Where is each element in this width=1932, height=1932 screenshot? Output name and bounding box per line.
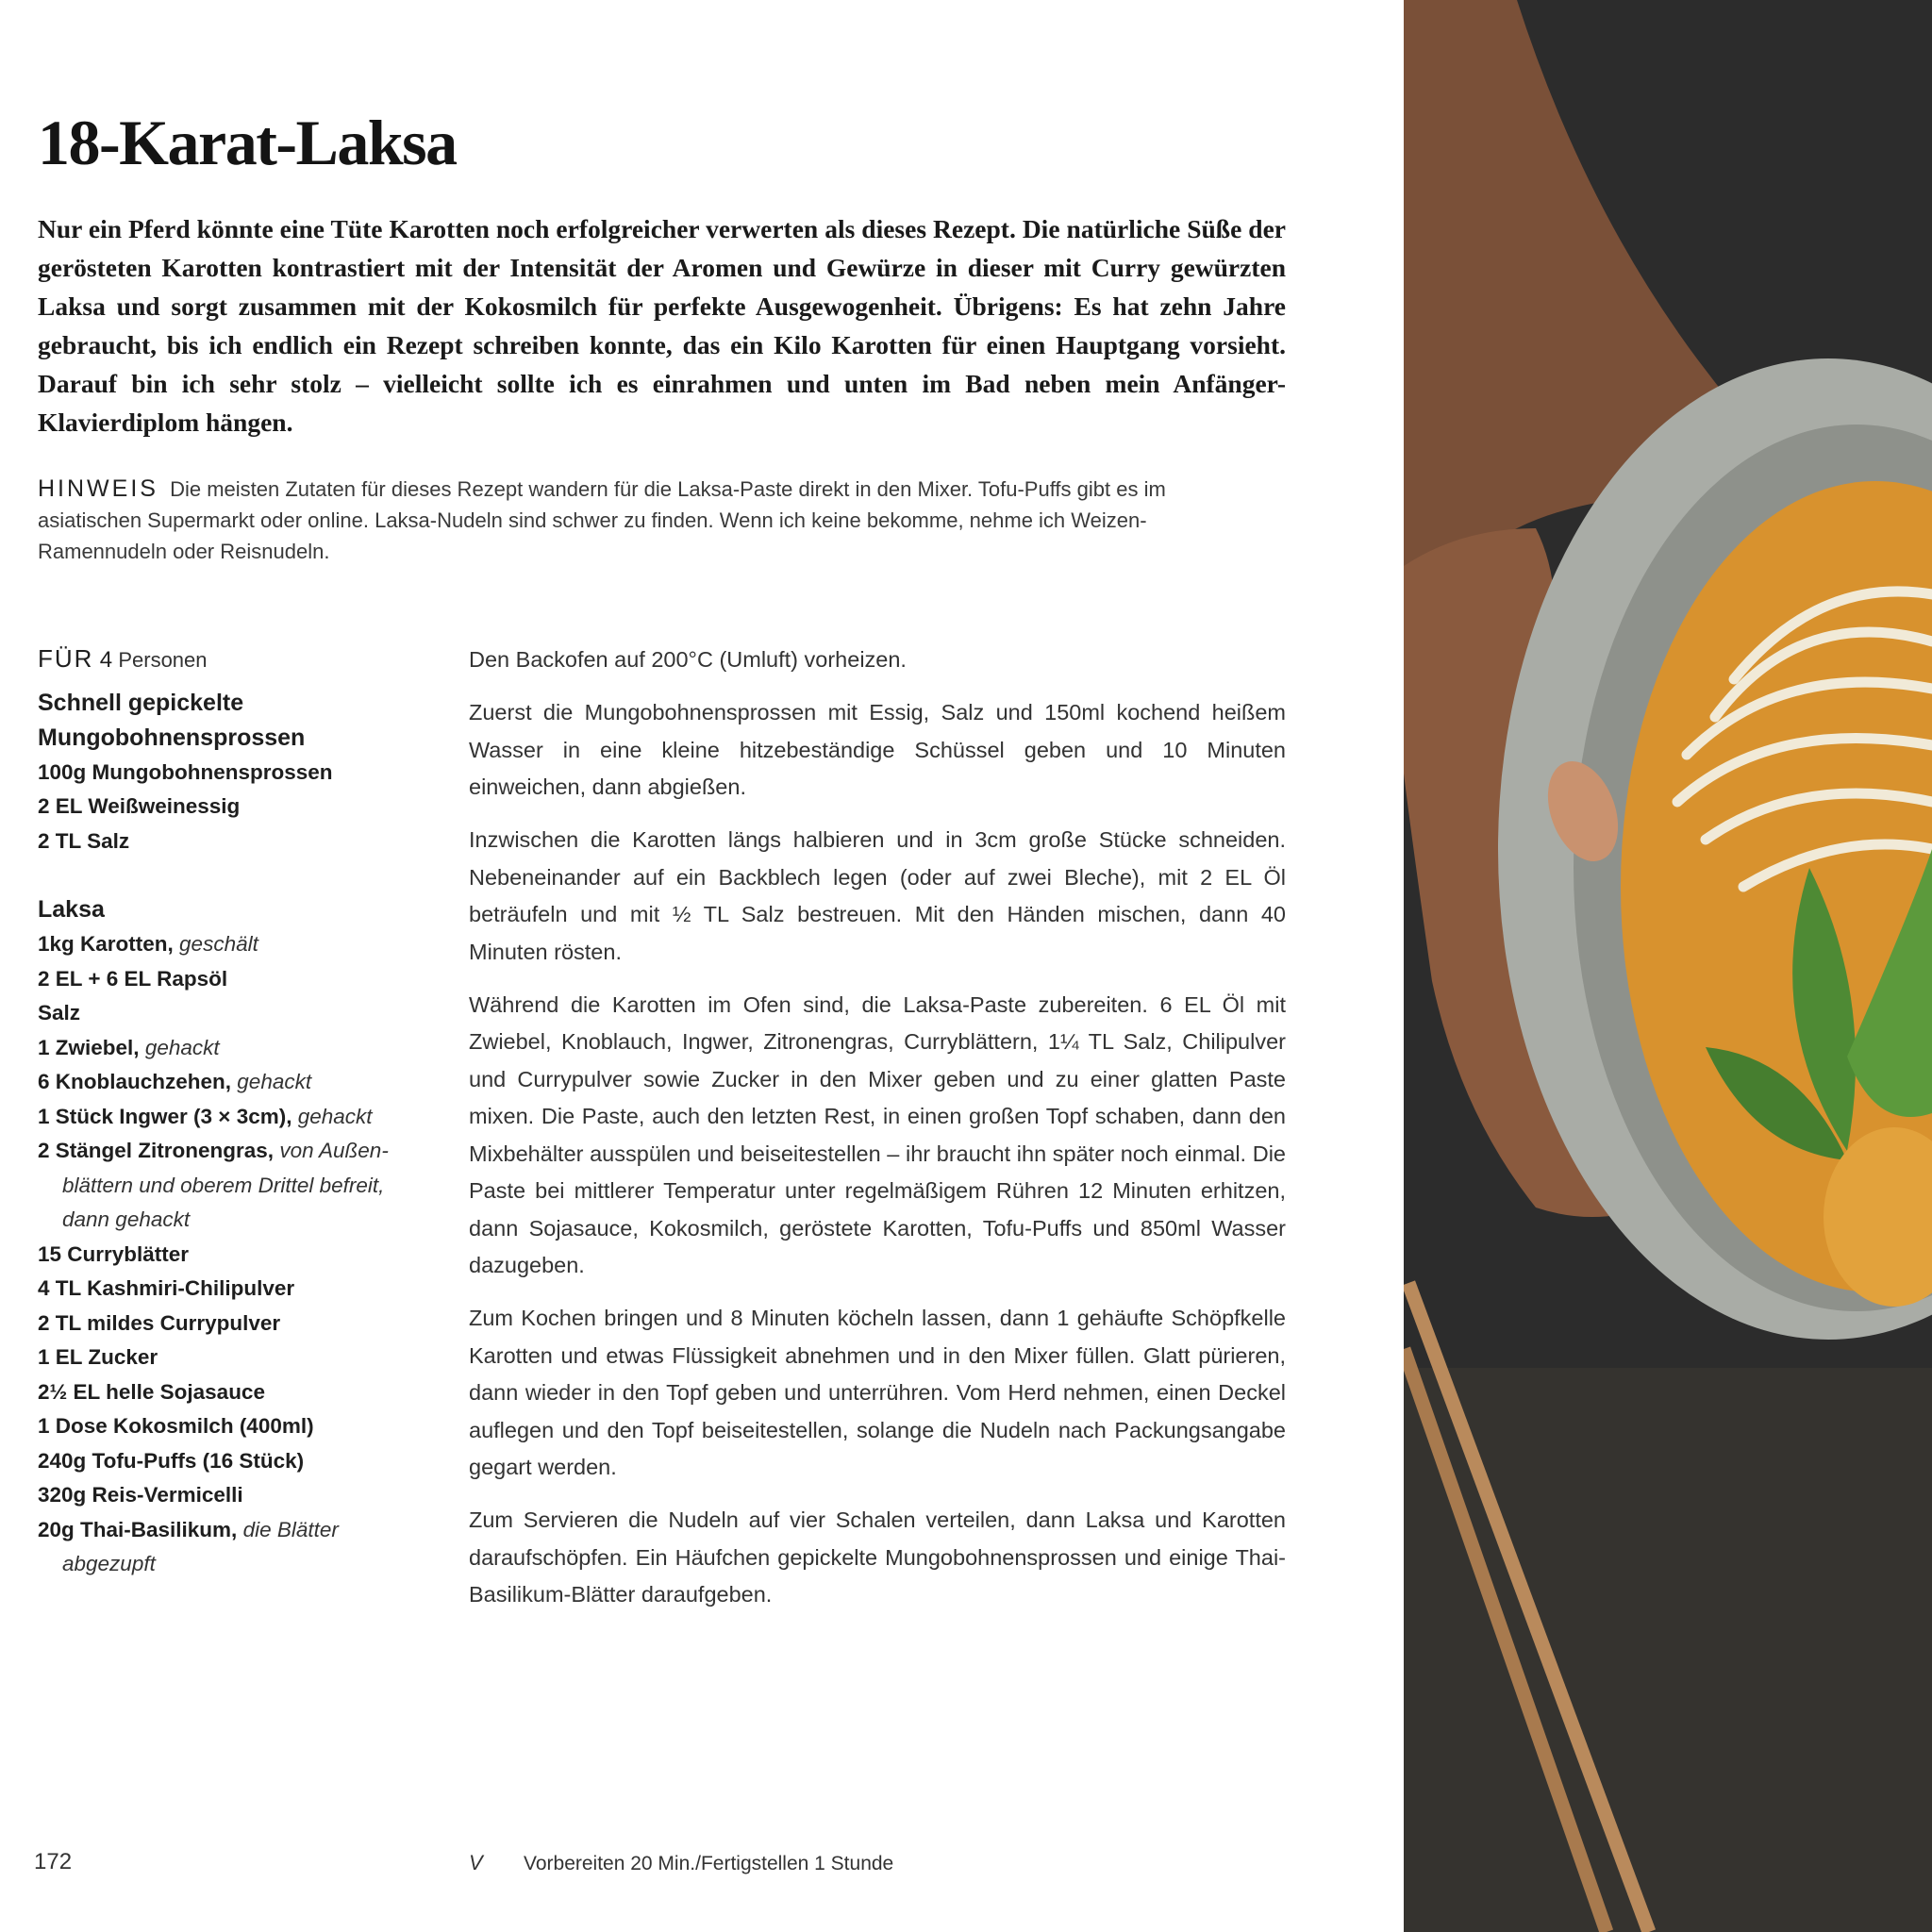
ingredient-item [38,790,434,824]
ingredient-text: 2½ EL helle Sojasauce [38,1379,265,1404]
laksa-bowl-photo [1404,0,1932,1932]
method-step: Zum Kochen bringen und 8 Minuten köcheln lassen, dann 1 gehäufte Schöpfkelle Karotten und etwas Flüssigkeit abnehmen und in den Mixer füllen. Glatt pürieren, dann wieder in den Topf geben und unterrühren. Vom Herd nehmen, einen Deckel auflegen und den Topf beiseitestellen, solange die Nudeln nach Packungsangabe gegart werden. [469,1306,1286,1479]
ingredient-item [38,1307,434,1341]
ingredient-text: Salz [38,1001,81,1024]
method-step: Zuerst die Mungobohnensprossen mit Essig, Salz und 150ml kochend heißem Wasser in eine kleine hitzebeständige Schüssel geben und 10 Minuten einweichen, dann abgießen. [469,700,1286,799]
ingredient-text: 1 EL Zucker [38,1345,158,1369]
ingredient-item [38,756,434,791]
ingredient-note: von Außen-blättern und oberem Drittel befreit, dann gehackt [62,1139,389,1231]
ingredient-group-title: Laksa [38,896,105,923]
recipe-intro: Nur ein Pferd könnte eine Tüte Karotten noch erfolgreicher verwerten als dieses Rezept. Die natürliche Süße der gerösteten Karotten kontrastiert mit der Intensität der Aromen und Gewürze in dieser mit Curry gewürzten Laksa und sorgt zusammen mit der Kokosmilch für perfekte Ausgewogenheit. Übrigens: Es hat zehn Jahre gebraucht, bis ich endlich ein Rezept schreiben konnte, das ein Kilo Karotten für einen Hauptgang vorsieht. Darauf bin ich sehr stolz – vielleicht sollte ich es einrahmen und unten im Bad neben mein Anfänger-Klavierdiplom hängen. [38,214,1286,437]
ingredient-text: 2 EL + 6 EL Rapsöl [38,966,228,991]
photo-illustration [1404,0,1932,1932]
vegetarian-mark: V [469,1851,483,1874]
servings-unit: Personen [118,648,208,672]
ingredients-column [38,641,434,1582]
hint-label: HINWEIS [38,475,158,502]
ingredient-item [38,927,434,962]
servings-label: FÜR [38,644,94,673]
ingredient-text: 4 TL Kashmiri-Chilipulver [38,1276,295,1300]
ingredient-text: 2 EL Weißweinessig [38,794,241,818]
ingredient-item [38,1409,434,1444]
ingredient-item [38,1375,434,1410]
ingredient-text: 1kg Karotten, [38,932,174,956]
ingredient-text: 6 Knoblauchzehen, [38,1070,232,1093]
ingredient-text: 1 Zwiebel, [38,1035,140,1059]
ingredient-text: 320g Reis-Vermicelli [38,1483,243,1507]
ingredient-item [38,996,434,1031]
ingredient-item [38,1478,434,1513]
ingredient-item [38,1272,434,1307]
ingredient-group-sprouts [38,686,434,859]
ingredient-item [38,824,434,859]
ingredient-text: 15 Curryblätter [38,1241,190,1266]
ingredient-item [38,1444,434,1479]
metal-tray [1404,1368,1932,1932]
ingredient-note: gehackt [237,1070,312,1093]
method-steps [469,641,1286,1629]
ingredient-group-title: Schnell gepickelte Mungobohnensprossen [38,689,306,751]
servings-count: 4 [99,647,113,673]
ingredient-note: geschält [179,932,258,956]
hint-note [38,474,1264,567]
ingredient-text: 240g Tofu-Puffs (16 Stück) [38,1448,305,1473]
ingredient-text: 1 Stück Ingwer (3 × 3cm), [38,1104,292,1128]
ingredient-group-laksa [38,892,434,1582]
ingredient-text: 2 Stängel Zitronengras, [38,1139,275,1162]
method-step: Inzwischen die Karotten längs halbieren und in 3cm große Stücke schneiden. Nebeneinander auf ein Backblech legen (oder auf zwei Bleche), mit 2 EL Öl beträufeln und mit ½ TL Salz bestreuen. Mit den Händen mischen, dann 40 Minuten rösten. [469,827,1286,964]
ingredient-note: gehackt [297,1104,373,1128]
timing-info: Vorbereiten 20 Min./Fertigstellen 1 Stunde [524,1853,894,1874]
ingredient-item [38,1513,434,1582]
ingredient-item [38,1134,434,1238]
ingredient-item [38,1238,434,1273]
method-step: Zum Servieren die Nudeln auf vier Schalen verteilen, dann Laksa und Karotten daraufschöpfen. Ein Häufchen gepickelte Mungobohnensprossen und einige Thai-Basilikum-Blätter daraufgeben. [469,1507,1286,1607]
page-number: 172 [34,1849,73,1874]
ingredient-text: 100g Mungobohnensprossen [38,759,333,784]
ingredient-item [38,1065,434,1100]
ingredient-item [38,1341,434,1375]
ingredient-item [38,1031,434,1066]
servings [38,641,434,678]
ingredient-text: 20g Thai-Basilikum, [38,1517,238,1541]
ingredient-item [38,962,434,997]
hint-text: Die meisten Zutaten für dieses Rezept wandern für die Laksa-Paste direkt in den Mixer. Tofu-Puffs gibt es im asiatischen Supermarkt oder online. Laksa-Nudeln sind schwer zu finden. Wenn ich keine bekomme, nehme ich Weizen-Ramennudeln oder Reisnudeln. [38,477,1166,563]
ingredient-text: 1 Dose Kokosmilch (400ml) [38,1414,314,1438]
ingredient-text: 2 TL mildes Currypulver [38,1310,281,1335]
method-step: Den Backofen auf 200°C (Umluft) vorheizen. [469,647,907,672]
ingredient-note: gehackt [144,1035,220,1059]
ingredient-item [38,1100,434,1135]
method-step: Während die Karotten im Ofen sind, die Laksa-Paste zubereiten. 6 EL Öl mit Zwiebel, Knoblauch, Ingwer, Zitronengras, Curryblättern, 1¼ TL Salz, Chilipulver und Currypulver sowie Zucker in den Mixer geben und zu einer glatten Paste mixen. Die Paste, auch den letzten Rest, in einen großen Topf schaben, dann den Mixbehälter ausspülen und beiseitestellen – ihr braucht ihn später noch einmal. Die Paste bei mittlerer Temperatur unter regelmäßigem Rühren 12 Minuten erhitzen, dann Sojasauce, Kokosmilch, geröstete Karotten, Tofu-Puffs und 850ml Wasser dazugeben. [469,991,1286,1277]
recipe-title: 18-Karat-Laksa [38,107,457,178]
ingredient-note: die Blätter abgezupft [62,1517,339,1575]
ingredient-text: 2 TL Salz [38,828,130,853]
